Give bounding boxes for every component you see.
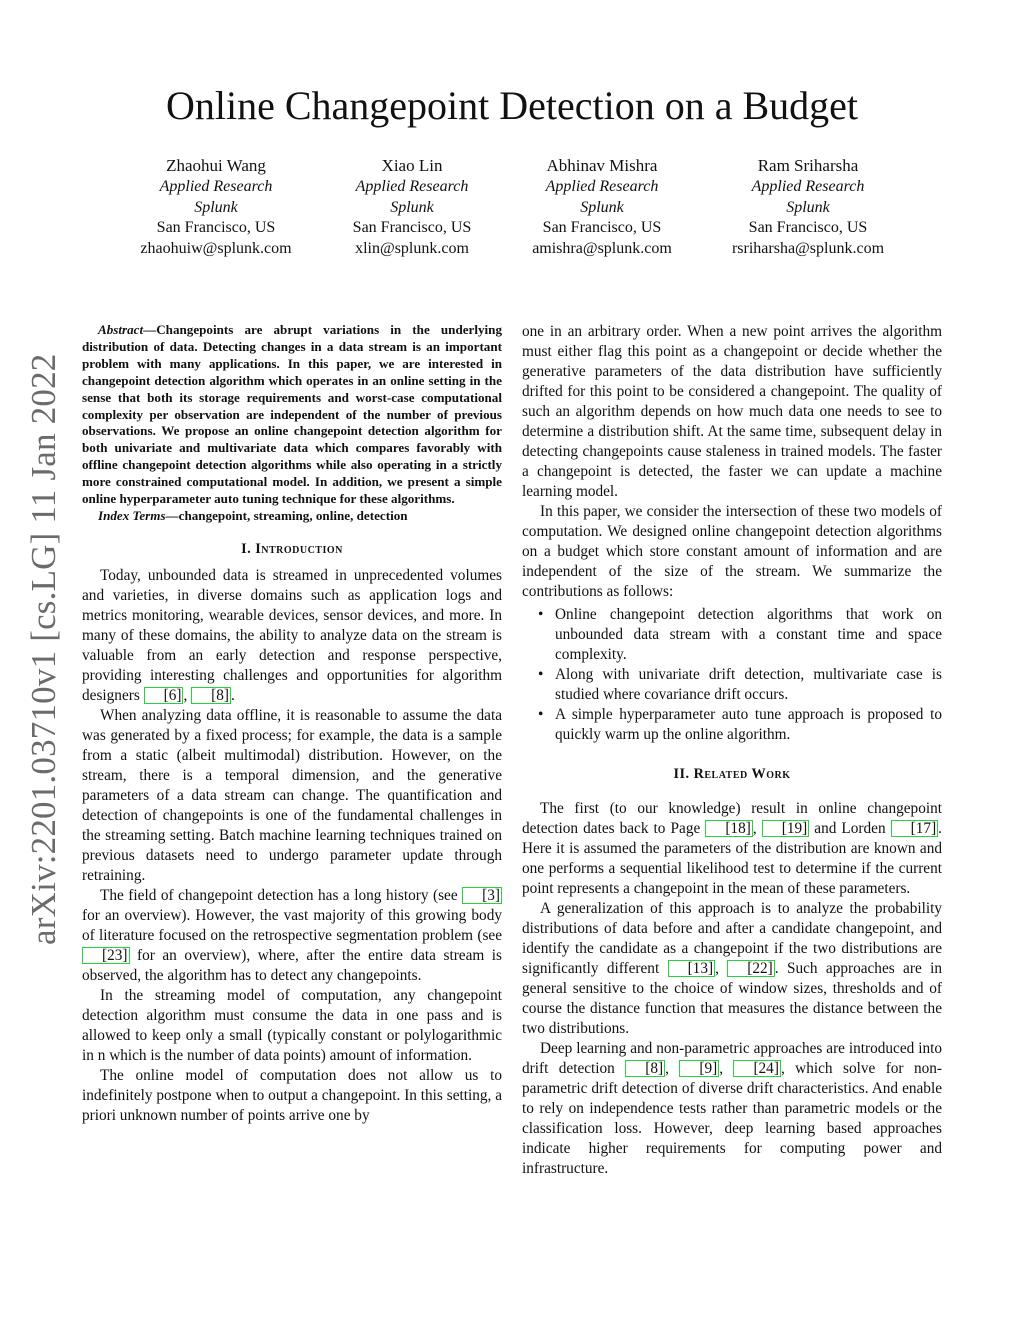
author-1 [106,155,326,259]
intro-paragraph-7: In this paper, we consider the intersection of these two models of computation. We designed online changepoint detection algorithms on a budget which store constant amount of information and are independent of the size of the stream. We summarize the contributions as follows: [522,503,942,600]
paragraph-text: for an overview). However, the vast majority of this growing body of literature focused on the retrospective segmentation problem (see [82,906,502,944]
list-item-text: Along with univariate drift detection, multivariate case is studied where covariance drift occurs. [555,666,942,703]
author-2 [302,155,522,259]
author-location: San Francisco, US [542,219,662,236]
bullet-icon: • [538,666,544,683]
index-terms-label: Index Terms [98,507,166,523]
citation-link[interactable]: [18] [705,820,753,837]
left-column [82,322,502,1126]
author-name: Abhinav Mishra [546,156,658,175]
citation-link[interactable]: [24] [733,1060,781,1077]
contributions-list [522,605,942,745]
author-dept: Applied Research [355,178,469,195]
paragraph-text: A generalization of this approach is to analyze the probability distributions of data before and after a candidate changepoint, and identify the candidate as a changepoint if the two distributions are significantly different [522,900,942,977]
section-heading-introduction: I. Introduction [241,540,343,557]
author-name: Xiao Lin [381,156,443,175]
author-location: San Francisco, US [156,219,276,236]
citation-separator: , [665,1060,680,1077]
paragraph-text: Today, unbounded data is streamed in unprecedented volumes and varieties, in diverse domains such as application logs and metrics monitoring, wearable devices, sensor devices, and more. In many of these domains, the ability to analyze data on the stream is valuable from an early detection and response perspective, providing interesting challenges and opportunities for algorithm designers [82,566,502,704]
citation-link[interactable]: [22] [727,960,775,977]
bullet-icon: • [538,706,544,723]
citation-link[interactable]: [19] [762,820,810,837]
author-name: Ram Sriharsha [757,156,859,175]
author-dept: Applied Research [159,178,273,195]
author-name: Zhaohui Wang [166,156,266,175]
paper-title: Online Changepoint Detection on a Budget [165,83,859,128]
list-item [522,665,942,705]
citation-link[interactable]: [6] [144,687,184,704]
paragraph-text: . Here it is assumed the parameters of the distribution are known and one performs a sequential likelihood test to determine if the current point represents a changepoint in the mean of these parameters. [522,820,942,897]
arxiv-identifier[interactable]: arXiv:2201.03710v1 [cs.LG] 11 Jan 2022 [24,353,63,945]
author-org: Splunk [194,198,238,216]
author-location: San Francisco, US [748,219,868,236]
citation-link[interactable]: [17] [891,820,939,837]
paragraph-text: The first (to our knowledge) result in online changepoint detection dates back to Page [522,800,942,837]
citation-separator: , [752,820,762,837]
citation-link[interactable]: [8] [191,687,231,704]
related-paragraph-2 [522,899,942,1039]
intro-paragraph-4: In the streaming model of computation, any changepoint detection algorithm must consume the data in one pass and is allowed to keep only a small (typically constant or polylogarithmic in n which is the number of data points) amount of information. [82,986,502,1064]
list-item-text: A simple hyperparameter auto tune approach is proposed to quickly warm up the online algorithm. [555,706,942,743]
author-email: zhaohuiw@splunk.com [140,239,292,257]
author-org: Splunk [390,198,434,216]
author-dept: Applied Research [751,178,865,195]
paragraph-text: and Lorden [809,820,891,837]
abstract [82,322,502,508]
intro-paragraph-2: When analyzing data offline, it is reasonable to assume the data was generated by a fixed process; for example, the data is a sample from a static (albeit multimodal) distribution. However, on the stream, there is a temporal dimension, and the generative parameters of a data stream can change. The quantification and detection of changepoints is one of the fundamental challenges in the streaming setting. Batch machine learning techniques trained on previous datasets need to undergo parameter update through retraining. [82,706,502,884]
citation-link[interactable]: [8] [625,1060,665,1077]
citation-separator: , [715,960,728,977]
paragraph-text: The field of changepoint detection has a long history (see [100,886,463,904]
citation-separator: , [719,1060,734,1077]
author-dept: Applied Research [545,178,659,195]
abstract-text: —Changepoints are abrupt variations in the underlying distribution of data. Detecting changes in a data stream is an important problem with many applications. In this paper, we are interested in changepoint detection algorithm which operates in an online setting in the sense that both its storage requirements and worst-case computational complexity per observation are independent of the number of previous observations. We propose an online changepoint detection algorithm for both univariate and multivariate data which compares favorably with offline changepoint detection algorithms while also operating in a strictly more constrained computational model. In addition, we present a simple online hyperparameter auto tuning technique for these algorithms. [82,322,502,507]
author-email: amishra@splunk.com [532,239,672,257]
author-email: rsriharsha@splunk.com [731,239,885,257]
bullet-icon: • [538,606,544,623]
intro-paragraph-3 [82,886,502,986]
index-terms [82,508,502,525]
intro-paragraph-continued: one in an arbitrary order. When a new point arrives the algorithm must either flag this point as a changepoint or decide whether the generative parameters of the data distribution have sufficiently drifted for this point to be considered a changepoint. The quality of such an algorithm depends on how much data one needs to see to determine a distribution shift. At the same time, subsequent delay in detecting changepoints cause staleness in trained models. The faster a changepoint is detected, the faster we can update a machine learning model. [522,323,942,500]
index-terms-text: —changepoint, streaming, online, detection [165,507,408,523]
paragraph-text: . Such approaches are in general sensitive to the choice of window sizes, thresholds and of course the distance function that measures the distance between the two distributions. [522,960,942,1037]
author-org: Splunk [580,198,624,216]
abstract-label: Abstract [98,322,144,337]
list-item-text: Online changepoint detection algorithms that work on unbounded data stream with a constant time and space complexity. [555,606,942,663]
citation-link[interactable]: [3] [462,887,502,904]
citation-link[interactable]: [13] [668,960,716,977]
author-4 [698,155,918,259]
paragraph-text: Deep learning and non-parametric approaches are introduced into drift detection [522,1040,942,1077]
citation-separator: , [183,686,192,704]
author-location: San Francisco, US [352,219,472,236]
citation-link[interactable]: [9] [679,1060,719,1077]
citation-link[interactable]: [23] [82,947,130,964]
author-email: xlin@splunk.com [355,239,469,257]
section-heading-related-work: II. Related Work [673,766,791,782]
author-org: Splunk [786,198,830,216]
author-block [112,155,912,265]
intro-paragraph-5: The online model of computation does not allow us to indefinitely postpone when to output a changepoint. In this setting, a priori unknown number of points arrive one by [82,1066,502,1124]
list-item [522,605,942,665]
list-item [522,705,942,745]
paragraph-end: . [230,686,235,704]
paragraph-text: , which solve for non-parametric drift detection of diverse drift characteristics. And enable to rely on independence tests rather than parametric models or the classification loss. However, deep learning based approaches indicate higher requirements for computing power and infrastructure. [522,1060,942,1177]
related-paragraph-3 [522,1039,942,1179]
related-paragraph-1 [522,799,942,899]
paragraph-text: for an overview), where, after the entire data stream is observed, the algorithm has to detect any changepoints. [82,946,502,984]
intro-paragraph-1 [82,566,502,706]
author-3 [492,155,712,259]
right-column [522,322,942,1179]
